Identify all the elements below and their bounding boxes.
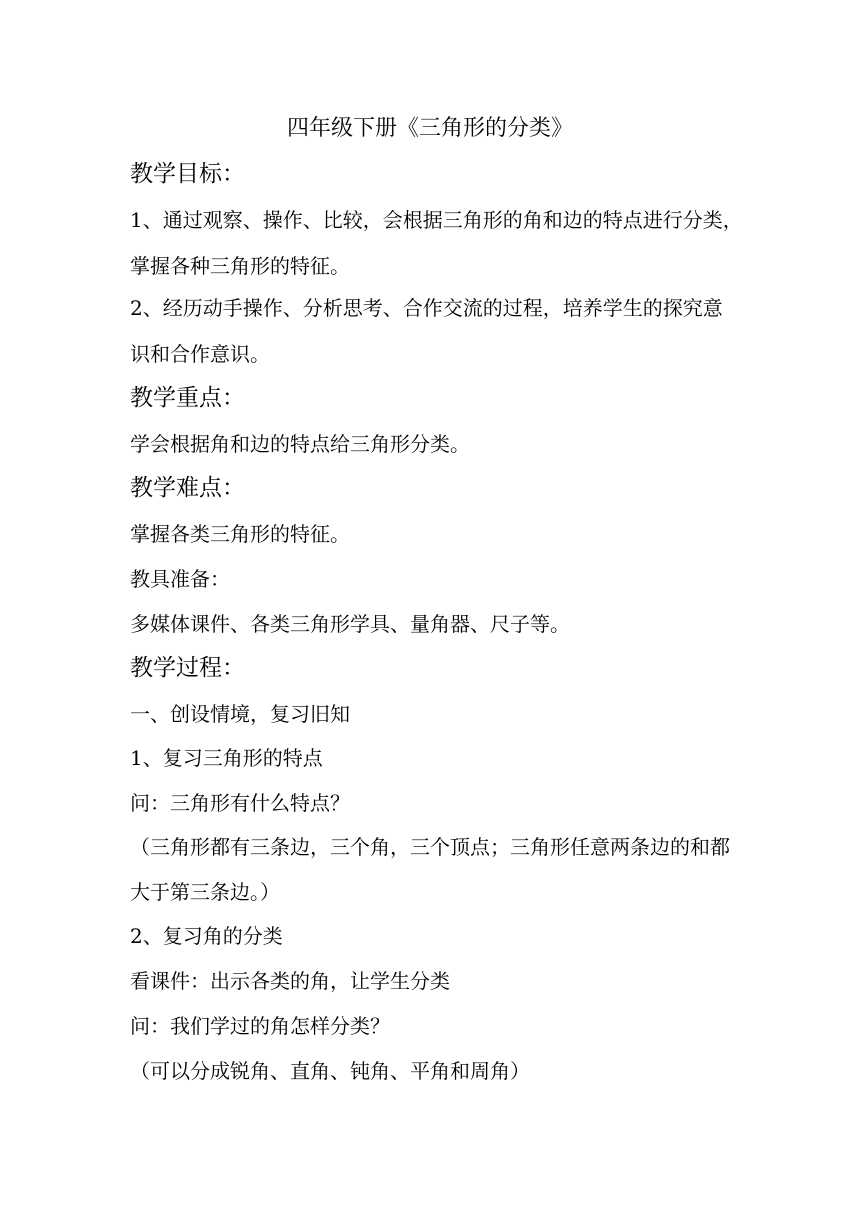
paragraph-line: （可以分成锐角、直角、钝角、平角和周角）: [130, 1059, 530, 1083]
section-heading-process: 教学过程：: [130, 655, 245, 681]
paragraph-line: 问：三角形有什么特点？: [130, 791, 350, 815]
paragraph-line: 多媒体课件、各类三角形学具、量角器、尺子等。: [130, 612, 570, 636]
paragraph-line: 1、通过观察、操作、比较，会根据三角形的角和边的特点进行分类，: [130, 208, 743, 232]
paragraph-line: 看课件：出示各类的角，让学生分类: [130, 969, 450, 993]
paragraph-line: 大于第三条边。）: [130, 880, 280, 904]
paragraph-line: 2、复习角的分类: [130, 924, 283, 948]
paragraph-line: 识和合作意识。: [130, 342, 270, 366]
paragraph-line: 掌握各种三角形的特征。: [130, 254, 350, 278]
paragraph-line: 掌握各类三角形的特征。: [130, 522, 350, 546]
section-heading-key-points: 教学重点：: [130, 385, 245, 411]
paragraph-line: 学会根据角和边的特点给三角形分类。: [130, 432, 470, 456]
document-title: 四年级下册《三角形的分类》: [286, 116, 573, 141]
paragraph-line: 1、复习三角形的特点: [130, 746, 323, 770]
section-heading-difficulties: 教学难点：: [130, 475, 245, 501]
paragraph-line: 2、经历动手操作、分析思考、合作交流的过程，培养学生的探究意: [130, 296, 723, 320]
section-heading-objectives: 教学目标：: [130, 161, 245, 187]
paragraph-line: 问：我们学过的角怎样分类？: [130, 1014, 390, 1038]
paragraph-line: 一、创设情境，复习旧知: [130, 702, 350, 726]
paragraph-line: （三角形都有三条边，三个角，三个顶点；三角形任意两条边的和都: [130, 835, 730, 859]
section-label-teaching-aids: 教具准备：: [130, 567, 230, 591]
